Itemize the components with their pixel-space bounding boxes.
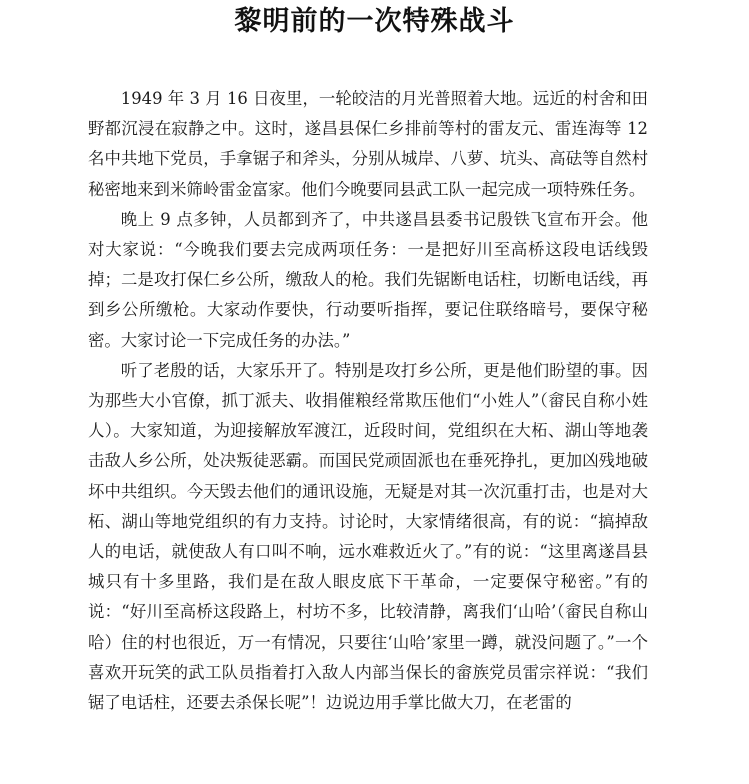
paragraph: 晚上 9 点多钟，人员都到齐了，中共遂昌县委书记殷铁飞宣布开会。他对大家说：“今晚我们要去完成两项任务：一是把好川至高桥这段电话线毁掉；二是攻打保仁乡公所，缴敌人的枪。我们先锯断电话柱，切断电话线，再到乡公所缴枪。大家动作要快，行动要听指挥，要记住联络暗号，要保守秘密。大家讨论一下完成任务的办法。” bbox=[88, 209, 648, 350]
article-body bbox=[88, 84, 648, 718]
paragraph: 听了老殷的话，大家乐开了。特别是攻打乡公所，更是他们盼望的事。因为那些大小官僚，抓丁派夫、收捐催粮经常欺压他们“小姓人”（畲民自称小姓人）。大家知道，为迎接解放军渡江，近段时间，党组织在大柘、湖山等地袭击敌人乡公所，处决叛徒恶霸。而国民党顽固派也在垂死挣扎，更加凶残地破坏中共组织。今天毁去他们的通讯设施，无疑是对其一次沉重打击，也是对大柘、湖山等地党组织的有力支持。讨论时，大家情绪很高，有的说：“搞掉敌人的电话，就使敌人有口叫不响，远水难救近火了。”有的说：“这里离遂昌县城只有十多里路，我们是在敌人眼皮底下干革命，一定要保守秘密。”有的说：“好川至高桥这段路上，村坊不多，比较清静，离我们‘山哈’（畲民自称山哈）住的村也很近，万一有情况，只要往‘山哈’家里一蹲，就没问题了。”一个喜欢开玩笑的武工队员指着打入敌人内部当保长的畲族党员雷宗祥说：“我们锯了电话柱，还要去杀保长呢”！边说边用手掌比做大刀，在老雷的 bbox=[88, 360, 648, 713]
paragraph: 1949 年 3 月 16 日夜里，一轮皎洁的月光普照着大地。远近的村舍和田野都沉浸在寂静之中。这时，遂昌县保仁乡排前等村的雷友元、雷连海等 12 名中共地下党员，手拿锯子和斧头，分别从城岸、八萝、坑头、高砝等自然村秘密地来到米筛岭雷金富家。他们今晚要同县武工队一起完成一项特殊任务。 bbox=[88, 89, 648, 199]
page-title: 黎明前的一次特殊战斗 bbox=[234, 6, 515, 37]
